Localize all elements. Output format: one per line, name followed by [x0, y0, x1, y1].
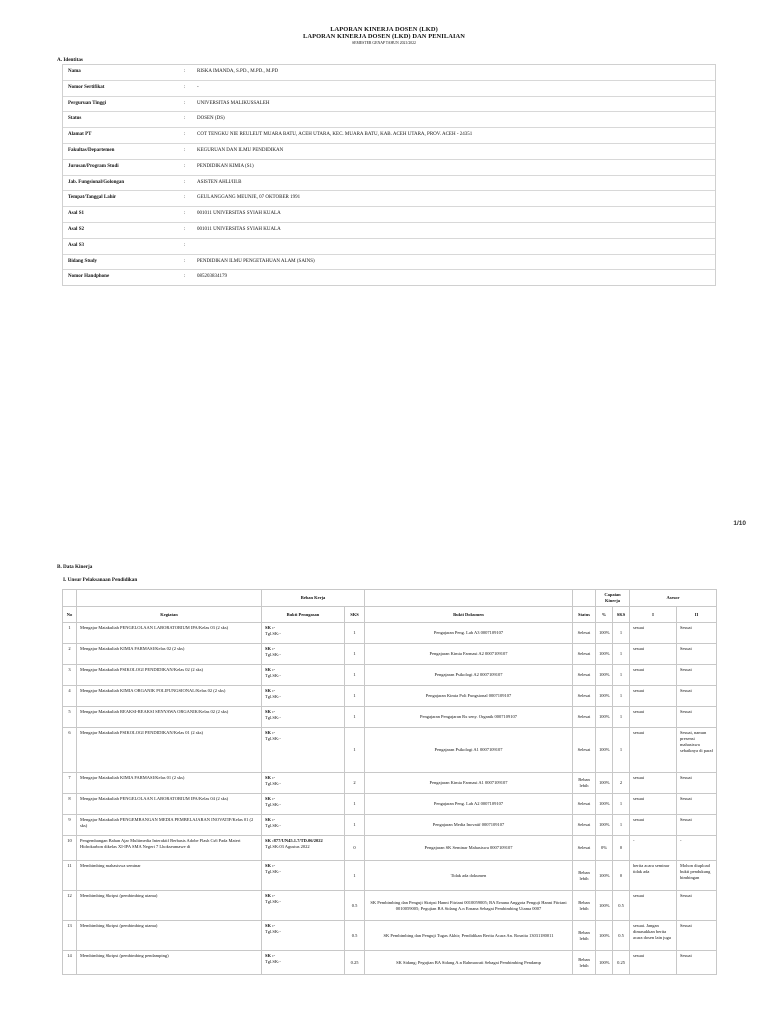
row-kegiatan: Mengajar Matakuliah REAKSI-REAKSI SENYAWA ORGANIK/Kelas 02 (2 sks) — [77, 707, 262, 728]
row-sks-capaian: 1 — [613, 815, 630, 836]
identity-label: Status — [68, 116, 82, 122]
identity-label: Nomor Handphone — [68, 274, 110, 280]
row-tgl-sk: Tgl.SK:- — [265, 959, 281, 965]
identity-colon: : — [184, 226, 186, 232]
header-capaian-kinerja: Capaian Kinerja — [596, 590, 630, 607]
row-bukti-dokumen: Pengajaran Kimia Farmasi A2 0007109107 — [365, 644, 573, 665]
table-row — [63, 665, 717, 686]
row-kegiatan: Mengajar Matakuliah PENGELOLAAN LABORATORIUM IPA/Kelas 04 (2 sks) — [77, 794, 262, 815]
identity-label: Asal S2 — [68, 226, 84, 232]
row-sks: 1 — [345, 728, 365, 773]
row-status: Selesai — [573, 707, 596, 728]
row-kegiatan: Mengajar Matakuliah PSIKOLOGI PENDIDIKAN/Kelas 01 (2 sks) — [77, 728, 262, 773]
row-no: 4 — [63, 686, 77, 707]
row-bukti-penugasan — [262, 951, 345, 975]
row-kegiatan: Membimbing Skripsi (pembimbing utama) — [77, 921, 262, 951]
row-no: 2 — [63, 644, 77, 665]
row-no: 5 — [63, 707, 77, 728]
row-sks: 1 — [345, 623, 365, 644]
identity-colon: : — [184, 84, 186, 90]
section-b-title: B. Data Kinerja — [57, 564, 93, 570]
identity-label: Asal S3 — [68, 242, 84, 248]
row-asesor-2: Sesuai — [677, 665, 717, 686]
row-sks: 0.5 — [345, 891, 365, 921]
identity-colon: : — [184, 132, 186, 138]
identity-value: KEGURUAN DAN ILMU PENDIDIKAN — [197, 147, 284, 153]
header-empty — [573, 590, 596, 607]
row-asesor-2: Sesuai — [677, 891, 717, 921]
row-sk: SK :- — [265, 709, 276, 715]
identity-colon: : — [184, 195, 186, 201]
identity-label: Alamat PT — [68, 132, 92, 138]
row-sks: 0.25 — [345, 951, 365, 975]
row-sks-capaian: 1 — [613, 686, 630, 707]
identity-value: 085203834179 — [197, 274, 227, 280]
row-persen: 100% — [596, 644, 613, 665]
semester-label: SEMESTER GENAP TAHUN 2021/2022 — [352, 41, 416, 45]
document-subtitle: LAPORAN KINERJA DOSEN (LKD) DAN PENILAIAN — [303, 33, 465, 40]
row-sks: 0.5 — [345, 921, 365, 951]
identity-row — [63, 255, 715, 271]
identity-label: Bidang Study — [68, 258, 98, 264]
row-bukti-dokumen: Tidak ada dokumen — [365, 861, 573, 891]
table-row — [63, 836, 717, 861]
table-row — [63, 707, 717, 728]
row-tgl-sk: Tgl.SK:- — [265, 631, 281, 637]
table-row — [63, 686, 717, 707]
row-tgl-sk: Tgl.SK:- — [265, 802, 281, 808]
row-asesor-1: sesuai — [630, 794, 677, 815]
row-status: Selesai — [573, 728, 596, 773]
row-bukti-penugasan — [262, 623, 345, 644]
row-tgl-sk: Tgl.SK:- — [265, 823, 281, 829]
row-sk: SK :- — [265, 923, 276, 929]
header-sks-capaian: SKS — [613, 607, 630, 623]
row-asesor-2: Sesuai — [677, 623, 717, 644]
row-status: Selesai — [573, 623, 596, 644]
row-persen: 100% — [596, 728, 613, 773]
row-tgl-sk: Tgl.SK:- — [265, 899, 281, 905]
row-asesor-2: Mohon diupload bukti pendukung bimbingan — [677, 861, 717, 891]
row-persen: 100% — [596, 707, 613, 728]
row-no: 11 — [63, 861, 77, 891]
header-asesor-2: II — [677, 607, 717, 623]
row-bukti-dokumen: Pengajaran Peng. Lab A2 0007109107 — [365, 794, 573, 815]
row-no: 8 — [63, 794, 77, 815]
row-sks: 2 — [345, 773, 365, 794]
header-no: No — [63, 607, 77, 623]
row-tgl-sk: Tgl.SK:- — [265, 652, 281, 658]
table-row — [63, 623, 717, 644]
row-sks-capaian: 1 — [613, 728, 630, 773]
row-asesor-2: - — [677, 836, 717, 861]
row-persen: 100% — [596, 921, 613, 951]
row-status: Selesai — [573, 836, 596, 861]
row-bukti-penugasan — [262, 794, 345, 815]
row-bukti-penugasan — [262, 644, 345, 665]
row-sk: SK :- — [265, 775, 276, 781]
row-sk: SK :- — [265, 730, 276, 736]
row-bukti-dokumen: Pengajaran SK Seminar Mahasiswa 0007109107 — [365, 836, 573, 861]
header-asesor-1: I — [630, 607, 677, 623]
identity-label: Asal S1 — [68, 211, 84, 217]
row-bukti-penugasan — [262, 815, 345, 836]
identity-row — [63, 223, 715, 239]
table-row — [63, 773, 717, 794]
row-asesor-2: Sesuai — [677, 644, 717, 665]
row-sk: SK :- — [265, 953, 276, 959]
row-asesor-2: Sesuai — [677, 686, 717, 707]
row-asesor-2: Sesuai — [677, 951, 717, 975]
row-asesor-1: berita acara seminar tidak ada — [630, 861, 677, 891]
row-asesor-2: Sesuai — [677, 815, 717, 836]
row-no: 12 — [63, 891, 77, 921]
row-tgl-sk: Tgl.SK:- — [265, 694, 281, 700]
row-status: Beban lebih — [573, 921, 596, 951]
row-sks: 1 — [345, 644, 365, 665]
row-bukti-penugasan — [262, 707, 345, 728]
identity-value: UNIVERSITAS MALIKUSSALEH — [197, 100, 270, 106]
row-asesor-1: sesuai. Jangan dimasukkan berita acara dosen lain juga — [630, 921, 677, 951]
identity-box — [62, 64, 716, 286]
identity-label: Tempat/Tanggal Lahir — [68, 195, 117, 201]
row-asesor-1: sesuai — [630, 773, 677, 794]
performance-table — [62, 589, 717, 975]
identity-row — [63, 160, 715, 176]
header-empty — [63, 590, 77, 607]
row-asesor-2: Sesuai — [677, 707, 717, 728]
row-status: Beban lebih — [573, 891, 596, 921]
row-sk: SK :- — [265, 817, 276, 823]
identity-colon: : — [184, 116, 186, 122]
table-row — [63, 815, 717, 836]
identity-value: GEULANGGANG MEUNJE, 07 OKTOBER 1991 — [197, 195, 301, 201]
row-asesor-2: Sesuai, namun presensi mahasiswa sebaiknya di paraf — [677, 728, 717, 773]
identity-value: DOSEN (DS) — [197, 116, 225, 122]
row-persen: 100% — [596, 623, 613, 644]
header-empty — [365, 590, 573, 607]
row-sks: 1 — [345, 665, 365, 686]
row-sk: SK :- — [265, 667, 276, 673]
row-tgl-sk: Tgl.SK:- — [265, 736, 281, 742]
identity-row — [63, 81, 715, 97]
section-a-title: A. Identitas — [57, 57, 83, 63]
identity-row — [63, 270, 715, 285]
row-sks-capaian: 0.5 — [613, 891, 630, 921]
row-tgl-sk: Tgl.SK:- — [265, 781, 281, 787]
row-asesor-1: sesuai — [630, 623, 677, 644]
row-status: Beban lebih — [573, 861, 596, 891]
row-sk: SK :- — [265, 625, 276, 631]
row-sks: 1 — [345, 861, 365, 891]
row-status: Beban lebih — [573, 773, 596, 794]
row-sk: SK :- — [265, 796, 276, 802]
row-sks-capaian: 1 — [613, 665, 630, 686]
identity-value: 001011 UNIVERSITAS SYIAH KUALA — [197, 211, 281, 217]
row-sks: 1 — [345, 794, 365, 815]
table-row — [63, 794, 717, 815]
row-asesor-2: Sesuai — [677, 921, 717, 951]
identity-colon: : — [184, 163, 186, 169]
row-bukti-penugasan — [262, 728, 345, 773]
header-empty — [77, 590, 262, 607]
header-bukti-penugasan: Bukti Penugasan — [262, 607, 345, 623]
row-status: Selesai — [573, 665, 596, 686]
row-asesor-2: Sesuai — [677, 773, 717, 794]
table-row — [63, 921, 717, 951]
identity-colon: : — [184, 100, 186, 106]
row-kegiatan: Membimbing Skripsi (pembimbing pendamping) — [77, 951, 262, 975]
row-status: Selesai — [573, 794, 596, 815]
row-asesor-1: sesuai — [630, 728, 677, 773]
identity-colon: : — [184, 258, 186, 264]
identity-row — [63, 191, 715, 207]
identity-value: ASISTEN AHLI/III.B — [197, 179, 242, 185]
row-no: 13 — [63, 921, 77, 951]
row-status: Selesai — [573, 686, 596, 707]
row-persen: 100% — [596, 665, 613, 686]
row-bukti-penugasan — [262, 836, 345, 861]
identity-row — [63, 144, 715, 160]
row-status: Selesai — [573, 644, 596, 665]
page-number: 1/10 — [733, 520, 746, 527]
row-no: 1 — [63, 623, 77, 644]
row-tgl-sk: Tgl.SK:- — [265, 715, 281, 721]
identity-row — [63, 97, 715, 113]
row-bukti-penugasan — [262, 921, 345, 951]
row-kegiatan: Pengembangan Bahan Ajar Multimedia Interaktif Berbasis Adobe Flash Cs6 Pada Materi Hidrokarbon dikelas XI-IPA SMA Negeri 7 Lhokseumawe di — [77, 836, 262, 861]
header-sks: SKS — [345, 607, 365, 623]
row-no: 6 — [63, 728, 77, 773]
row-bukti-dokumen: Pengajaran Peng. Lab A3 0007109107 — [365, 623, 573, 644]
row-sks-capaian: 0.25 — [613, 951, 630, 975]
identity-colon: : — [184, 69, 186, 74]
row-sks-capaian: 0 — [613, 836, 630, 861]
row-status: Beban lebih — [573, 951, 596, 975]
row-tgl-sk: Tgl.SK:03 Agustus 2022 — [265, 844, 310, 850]
row-kegiatan: Membimbing Skripsi (pembimbing utama) — [77, 891, 262, 921]
identity-label: Perguruan Tinggi — [68, 100, 107, 106]
row-status: Selesai — [573, 815, 596, 836]
row-bukti-dokumen: Pengajaran Pengajaran Rx seny. Organik 0007109107 — [365, 707, 573, 728]
identity-colon: : — [184, 211, 186, 217]
row-sk: SK :- — [265, 646, 276, 652]
identity-label: Nama — [68, 69, 81, 74]
header-bukti-dokumen: Bukti Dokumen — [365, 607, 573, 623]
row-kegiatan: Mengajar Matakuliah KIMIA ORGANIK POLIFUNGSIONAL/Kelas 02 (2 sks) — [77, 686, 262, 707]
row-bukti-dokumen: Pengajaran Psikologi A1 0007109107 — [365, 728, 573, 773]
table-row — [63, 644, 717, 665]
table-row — [63, 861, 717, 891]
row-asesor-1: sesuai — [630, 815, 677, 836]
identity-value: - — [197, 84, 199, 90]
identity-row — [63, 239, 715, 255]
identity-colon: : — [184, 179, 186, 185]
header-beban-kerja: Beban Kerja — [262, 590, 365, 607]
table-row — [63, 951, 717, 975]
identity-label: Fakultas/Departemen — [68, 147, 115, 153]
row-no: 7 — [63, 773, 77, 794]
row-persen: 100% — [596, 794, 613, 815]
identity-value: PENDIDIKAN ILMU PENGETAHUAN ALAM (SAINS) — [197, 258, 315, 264]
row-sk: SK :877/UN45.1.7/TD.06/2022 — [265, 838, 323, 844]
identity-label: Jurusan/Program Studi — [68, 163, 119, 169]
identity-label: Nomor Sertifikat — [68, 84, 105, 90]
row-kegiatan: Mengajar Matakuliah PSIKOLOGI PENDIDIKAN/Kelas 02 (2 sks) — [77, 665, 262, 686]
row-kegiatan: Mengajar Matakuliah PENGELOLAAN LABORATORIUM IPA/Kelas 03 (2 sks) — [77, 623, 262, 644]
row-asesor-1: sesuai — [630, 665, 677, 686]
row-sk: SK :- — [265, 863, 276, 869]
table-row — [63, 891, 717, 921]
row-no: 9 — [63, 815, 77, 836]
row-persen: 100% — [596, 773, 613, 794]
row-bukti-dokumen: SK Sidang; Pegujian BA Sidang A.n Rahmawati Sebagai Pembimbing Pendamp — [365, 951, 573, 975]
row-tgl-sk: Tgl.SK:- — [265, 673, 281, 679]
identity-row — [63, 128, 715, 144]
identity-value: 001011 UNIVERSITAS SYIAH KUALA — [197, 226, 281, 232]
row-bukti-penugasan — [262, 861, 345, 891]
identity-label: Jab. Fungsional/Golongan — [68, 179, 125, 185]
row-sk: SK :- — [265, 893, 276, 899]
row-sks-capaian: 1 — [613, 623, 630, 644]
row-sks-capaian: 2 — [613, 773, 630, 794]
row-persen: 100% — [596, 861, 613, 891]
row-bukti-dokumen: Pengajaran Psikologi A2 0007109107 — [365, 665, 573, 686]
identity-colon: : — [184, 274, 186, 280]
identity-row — [63, 176, 715, 192]
row-bukti-dokumen: SK Pembimbing dan Penguji Skripsi Hanni Fitriani 0010059005; BA Ernana Anggota Penguji Hanni Fitriani 0010059005; Pegujian BA Sidang A.n Ernana Sebagai Pembimbing Utama 0007 — [365, 891, 573, 921]
row-bukti-penugasan — [262, 665, 345, 686]
identity-colon: : — [184, 242, 186, 248]
row-sk: SK :- — [265, 688, 276, 694]
identity-row — [63, 207, 715, 223]
row-sks: 0 — [345, 836, 365, 861]
row-no: 3 — [63, 665, 77, 686]
row-sks-capaian: 1 — [613, 794, 630, 815]
row-asesor-1: sesuai — [630, 707, 677, 728]
identity-colon: : — [184, 147, 186, 153]
row-bukti-dokumen: Pengajaran Kimia Poli Fungsional 0007109107 — [365, 686, 573, 707]
document-title: LAPORAN KINERJA DOSEN (LKD) — [330, 26, 438, 33]
row-tgl-sk: Tgl.SK:- — [265, 869, 281, 875]
row-sks-capaian: 1 — [613, 644, 630, 665]
identity-value: COT TENGKU NIE REULEUT MUARA BATU, ACEH UTARA, KEC. MUARA BATU, KAB. ACEH UTARA, PROV. ACEH - 24351 — [197, 132, 473, 138]
header-asesor: Asesor — [630, 590, 717, 607]
row-persen: 100% — [596, 686, 613, 707]
row-bukti-penugasan — [262, 891, 345, 921]
row-sks-capaian: 0.5 — [613, 921, 630, 951]
identity-row — [63, 65, 715, 81]
row-bukti-dokumen: SK Pembimbing dan Penguji Tugas Akhir; Pendidikan Berita Acara An. Rosnita 13031180011 — [365, 921, 573, 951]
row-sks-capaian: 0 — [613, 861, 630, 891]
row-asesor-1: sesuai — [630, 686, 677, 707]
row-sks: 1 — [345, 815, 365, 836]
row-persen: 100% — [596, 815, 613, 836]
row-persen: 100% — [596, 891, 613, 921]
row-bukti-dokumen: Pengajaran Kimia Farmasi A1 0007109107 — [365, 773, 573, 794]
header-status: Status — [573, 607, 596, 623]
row-asesor-1: sesuai — [630, 644, 677, 665]
row-bukti-penugasan — [262, 686, 345, 707]
section-b-subtitle: I. Unsur Pelaksanaan Pendidikan — [63, 577, 138, 583]
identity-row — [63, 112, 715, 128]
row-sks: 1 — [345, 707, 365, 728]
row-kegiatan: Mengajar Matakuliah KIMIA FARMASI/Kelas 02 (2 sks) — [77, 644, 262, 665]
identity-value: RISKA IMANDA, S.PD., M.PD., M.PD — [197, 69, 279, 74]
header-persen: % — [596, 607, 613, 623]
table-row — [63, 728, 717, 773]
row-bukti-dokumen: Pengajaran Media Inovatif 0007109107 — [365, 815, 573, 836]
identity-value: PENDIDIKAN KIMIA (S1) — [197, 163, 254, 169]
row-no: 14 — [63, 951, 77, 975]
header-kegiatan: Kegiatan — [77, 607, 262, 623]
row-bukti-penugasan — [262, 773, 345, 794]
row-persen: 0% — [596, 836, 613, 861]
row-sks: 1 — [345, 686, 365, 707]
row-tgl-sk: Tgl.SK:- — [265, 929, 281, 935]
row-asesor-1: - — [630, 836, 677, 861]
row-kegiatan: Membimbing mahasiswa seminar — [77, 861, 262, 891]
row-no: 10 — [63, 836, 77, 861]
row-asesor-2: Sesuai — [677, 794, 717, 815]
row-persen: 100% — [596, 951, 613, 975]
row-kegiatan: Mengajar Matakuliah KIMIA FARMASI/Kelas 01 (2 sks) — [77, 773, 262, 794]
row-sks-capaian: 1 — [613, 707, 630, 728]
row-asesor-1: sesuai — [630, 951, 677, 975]
row-kegiatan: Mengajar Matakuliah PENGEMBANGAN MEDIA PEMBELAJARAN INOVATIF/Kelas 01 (2 sks) — [77, 815, 262, 836]
row-asesor-1: sesuai — [630, 891, 677, 921]
